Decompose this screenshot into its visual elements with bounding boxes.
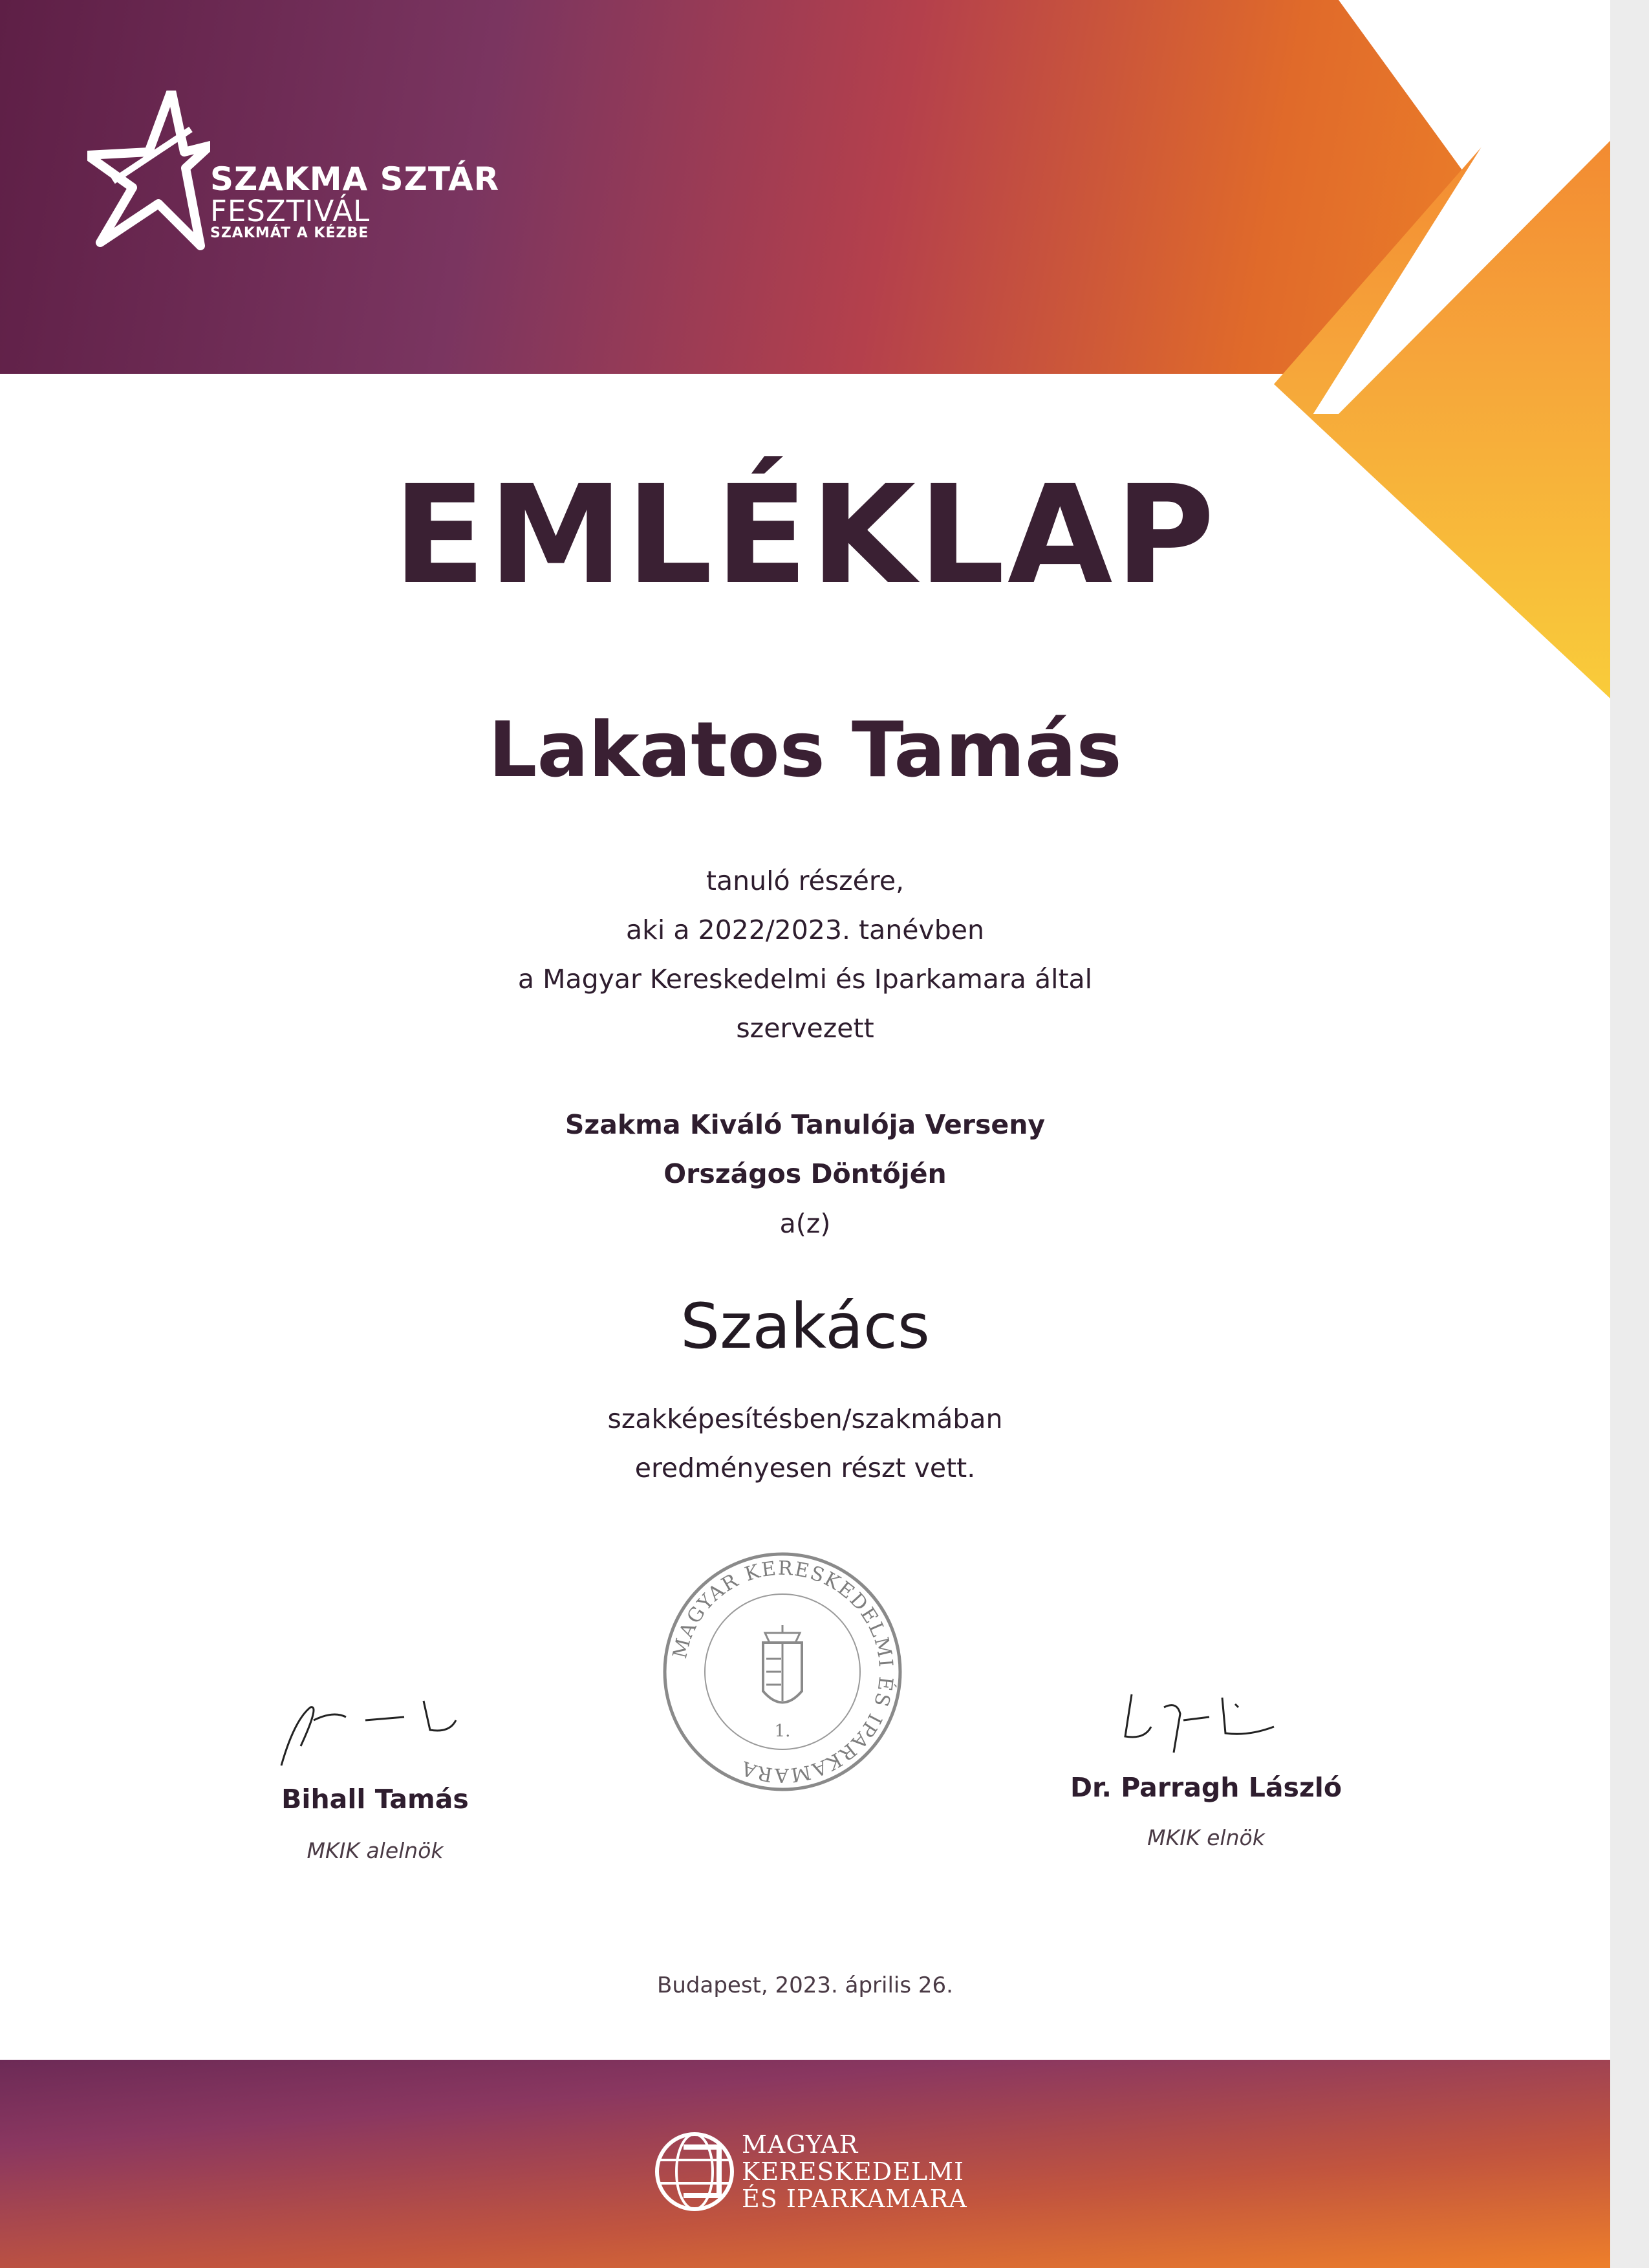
signature-mark-right bbox=[1119, 1681, 1313, 1759]
intro-line: aki a 2022/2023. tanévben bbox=[626, 914, 984, 945]
chamber-logo bbox=[654, 2128, 991, 2215]
closing-line: szakképesítésben/szakmában bbox=[607, 1403, 1003, 1434]
signer-name-right: Dr. Parragh László bbox=[1070, 1772, 1342, 1803]
competition-line: Szakma Kiváló Tanulója Verseny bbox=[565, 1109, 1046, 1140]
article-text: a(z) bbox=[779, 1208, 831, 1239]
document-title: EMLÉKLAP bbox=[393, 456, 1218, 614]
signature-mark-left bbox=[275, 1681, 469, 1772]
intro-line: tanuló részére, bbox=[706, 865, 905, 896]
globe-icon bbox=[654, 2128, 735, 2215]
seal-ring-text: MAGYAR KERESKEDELMI ÉS IPARKAMARA bbox=[669, 1557, 898, 1787]
closing-line: eredményesen részt vett. bbox=[634, 1453, 976, 1484]
recipient-name: Lakatos Tamás bbox=[488, 705, 1122, 794]
issue-date: Budapest, 2023. április 26. bbox=[657, 1972, 953, 1998]
intro-line: a Magyar Kereskedelmi és Iparkamara által bbox=[517, 964, 1093, 995]
profession-name: Szakács bbox=[680, 1290, 930, 1363]
intro-line: szervezett bbox=[736, 1013, 874, 1044]
festival-logo-line2: FESZTIVÁL bbox=[210, 194, 371, 228]
chamber-logo-line2: KERESKEDELMI bbox=[742, 2157, 964, 2186]
chamber-seal-stamp bbox=[660, 1549, 905, 1795]
signer-title-right: MKIK elnök bbox=[1147, 1825, 1265, 1850]
chamber-logo-line1: MAGYAR bbox=[742, 2130, 859, 2159]
coat-of-arms-icon bbox=[763, 1625, 802, 1703]
festival-logo-line3: SZAKMÁT A KÉZBE bbox=[210, 225, 369, 241]
festival-logo-line1: SZAKMA SZTÁR bbox=[210, 160, 500, 198]
competition-line: Országos Döntőjén bbox=[663, 1158, 947, 1189]
seal-number: 1. bbox=[774, 1722, 791, 1741]
scan-page-edge bbox=[1610, 0, 1649, 2268]
signer-name-left: Bihall Tamás bbox=[281, 1784, 469, 1815]
star-icon bbox=[87, 91, 210, 252]
signer-title-left: MKIK alelnök bbox=[307, 1838, 444, 1863]
festival-logo bbox=[87, 91, 501, 259]
chamber-logo-line3: ÉS IPARKAMARA bbox=[742, 2185, 967, 2213]
